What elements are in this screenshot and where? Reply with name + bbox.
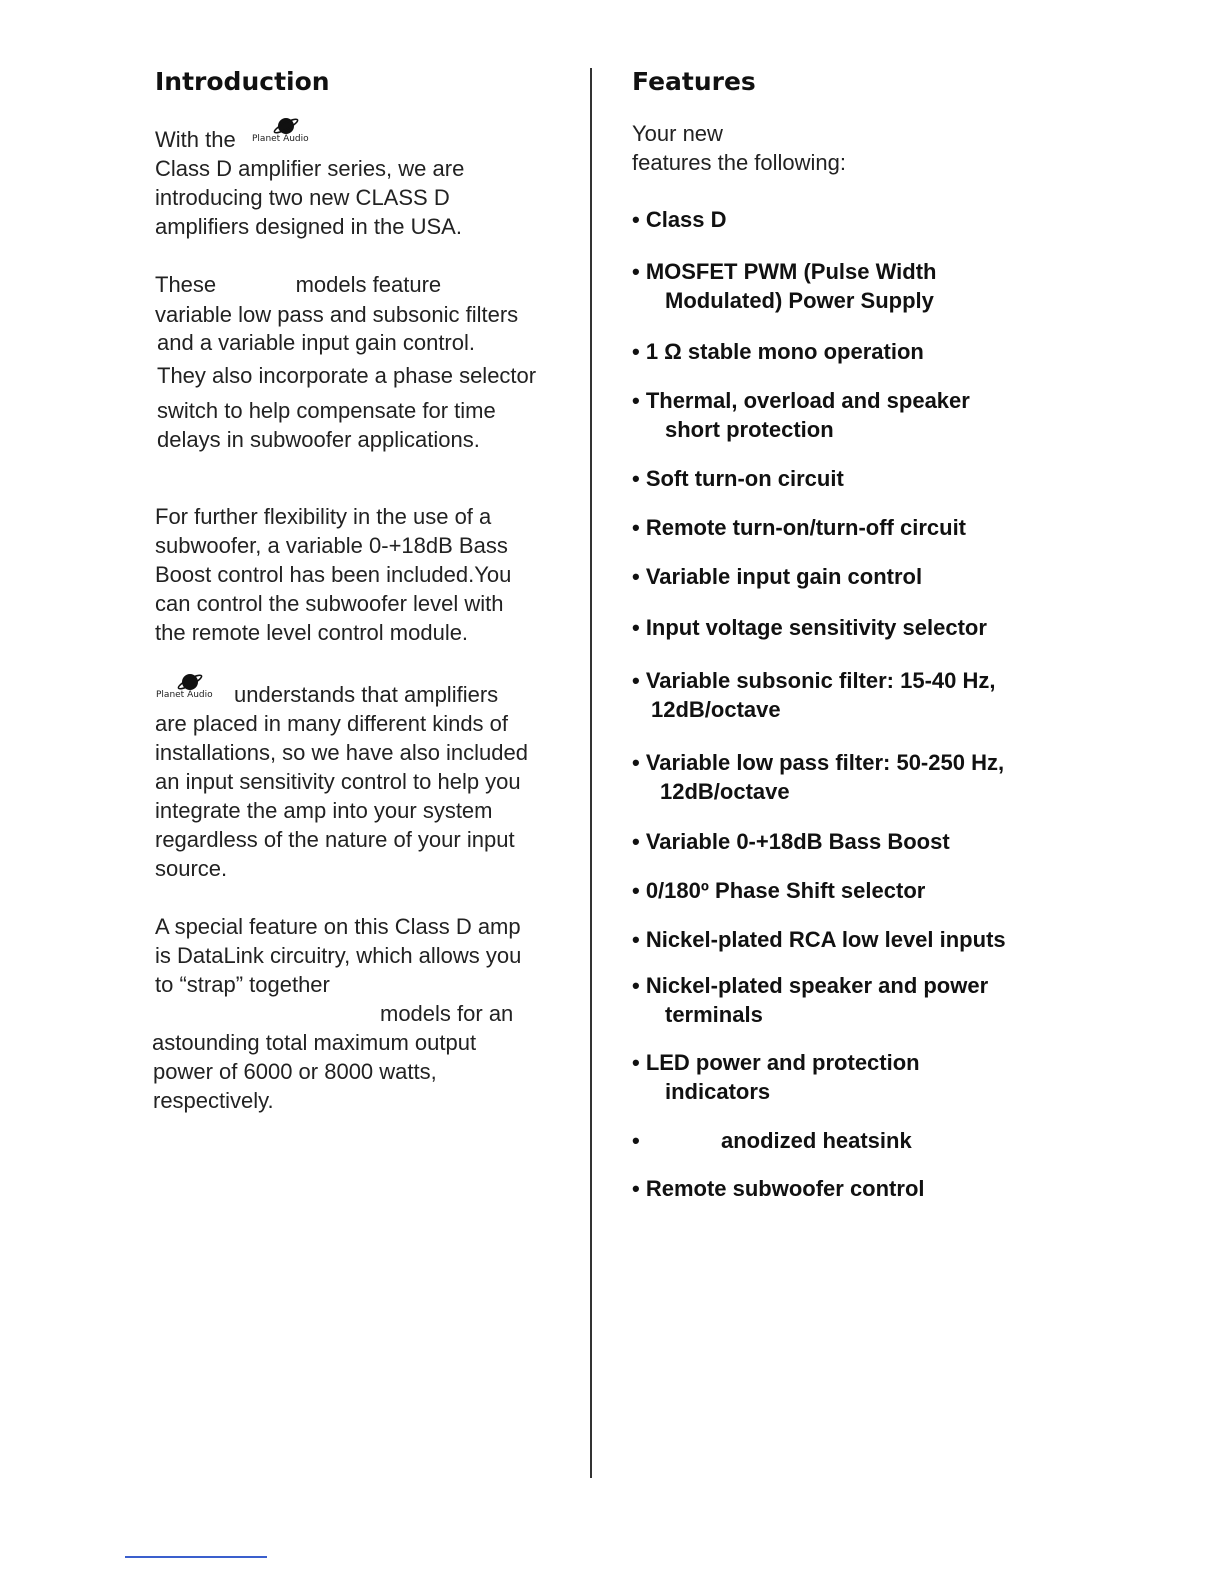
intro-line-5: These models feature <box>155 272 442 297</box>
feature-item-continuation: Modulated) Power Supply <box>665 288 934 313</box>
intro-line-8: They also incorporate a phase selector <box>157 363 537 388</box>
feature-item: • Variable input gain control <box>632 564 923 589</box>
feature-item-continuation: 12dB/octave <box>651 697 781 722</box>
feature-item-continuation: terminals <box>665 1002 763 1027</box>
feature-item: • Thermal, overload and speaker <box>632 388 970 413</box>
logo-wordmark-2: Planet Audio <box>156 690 213 700</box>
feature-item-bullet: • <box>632 1128 640 1153</box>
intro-line-11: For further flexibility in the use of a <box>155 504 492 529</box>
footer-rule <box>125 1556 267 1558</box>
feature-item: • Nickel-plated RCA low level inputs <box>632 927 1006 952</box>
feature-item: • MOSFET PWM (Pulse Width <box>632 259 937 284</box>
intro-line-20: integrate the amp into your system <box>155 798 493 823</box>
feature-item: • Variable 0-+18dB Bass Boost <box>632 829 950 854</box>
planet-audio-logo <box>252 114 324 148</box>
intro-line-9: switch to help compensate for time <box>157 398 496 423</box>
intro-line-3: introducing two new CLASS D <box>155 185 450 210</box>
intro-line-14: can control the subwoofer level with <box>155 591 504 616</box>
feature-item: • 0/180º Phase Shift selector <box>632 878 926 903</box>
introduction-heading: Introduction <box>155 67 330 96</box>
feature-item-continuation: indicators <box>665 1079 771 1104</box>
feature-item: anodized heatsink <box>721 1128 912 1153</box>
feature-item: • Remote turn-on/turn-off circuit <box>632 515 967 540</box>
logo-wordmark: Planet Audio <box>252 134 309 144</box>
feature-item: • 1 Ω stable mono operation <box>632 339 924 364</box>
feature-item-continuation: short protection <box>665 417 834 442</box>
intro-line-22: source. <box>155 856 228 881</box>
feature-item-continuation: 12dB/octave <box>660 779 790 804</box>
feature-item: • Class D <box>632 207 727 232</box>
intro-line-4: amplifiers designed in the USA. <box>155 214 462 239</box>
intro-line-1: With the <box>155 127 236 152</box>
features-intro-line-1: Your new <box>632 121 723 146</box>
intro-line-26: models for an <box>380 1001 514 1026</box>
intro-line-25: to “strap” together <box>155 972 330 997</box>
feature-item: • Input voltage sensitivity selector <box>632 615 987 640</box>
intro-line-17: are placed in many different kinds of <box>155 711 509 736</box>
feature-item: • Nickel-plated speaker and power <box>632 973 989 998</box>
intro-line-24: is DataLink circuitry, which allows you <box>155 943 522 968</box>
intro-line-21: regardless of the nature of your input <box>155 827 515 852</box>
intro-line-29: respectively. <box>153 1088 274 1113</box>
planet-audio-logo-2 <box>156 670 228 704</box>
feature-item: • Variable subsonic filter: 15-40 Hz, <box>632 668 996 693</box>
feature-item: • Variable low pass filter: 50-250 Hz, <box>632 750 1005 775</box>
planet-icon-2 <box>156 670 228 692</box>
intro-line-12: subwoofer, a variable 0-+18dB Bass <box>155 533 508 558</box>
intro-line-2: Class D amplifier series, we are <box>155 156 465 181</box>
intro-line-28: power of 6000 or 8000 watts, <box>153 1059 437 1084</box>
intro-line-10: delays in subwoofer applications. <box>157 427 480 452</box>
intro-line-23: A special feature on this Class D amp <box>155 914 521 939</box>
intro-line-27: astounding total maximum output <box>152 1030 477 1055</box>
intro-line-16: understands that amplifiers <box>234 682 499 707</box>
feature-item: • Soft turn-on circuit <box>632 466 844 491</box>
features-intro-line-2: features the following: <box>632 150 847 175</box>
feature-item: • Remote subwoofer control <box>632 1176 925 1201</box>
column-divider <box>590 68 592 1478</box>
intro-line-13: Boost control has been included.You <box>155 562 512 587</box>
features-heading: Features <box>632 67 756 96</box>
intro-line-18: installations, so we have also included <box>155 740 529 765</box>
planet-icon <box>252 114 324 136</box>
intro-line-15: the remote level control module. <box>155 620 469 645</box>
feature-item: • LED power and protection <box>632 1050 920 1075</box>
intro-line-19: an input sensitivity control to help you <box>155 769 521 794</box>
intro-line-7: and a variable input gain control. <box>157 330 475 355</box>
intro-line-6: variable low pass and subsonic filters <box>155 302 519 327</box>
